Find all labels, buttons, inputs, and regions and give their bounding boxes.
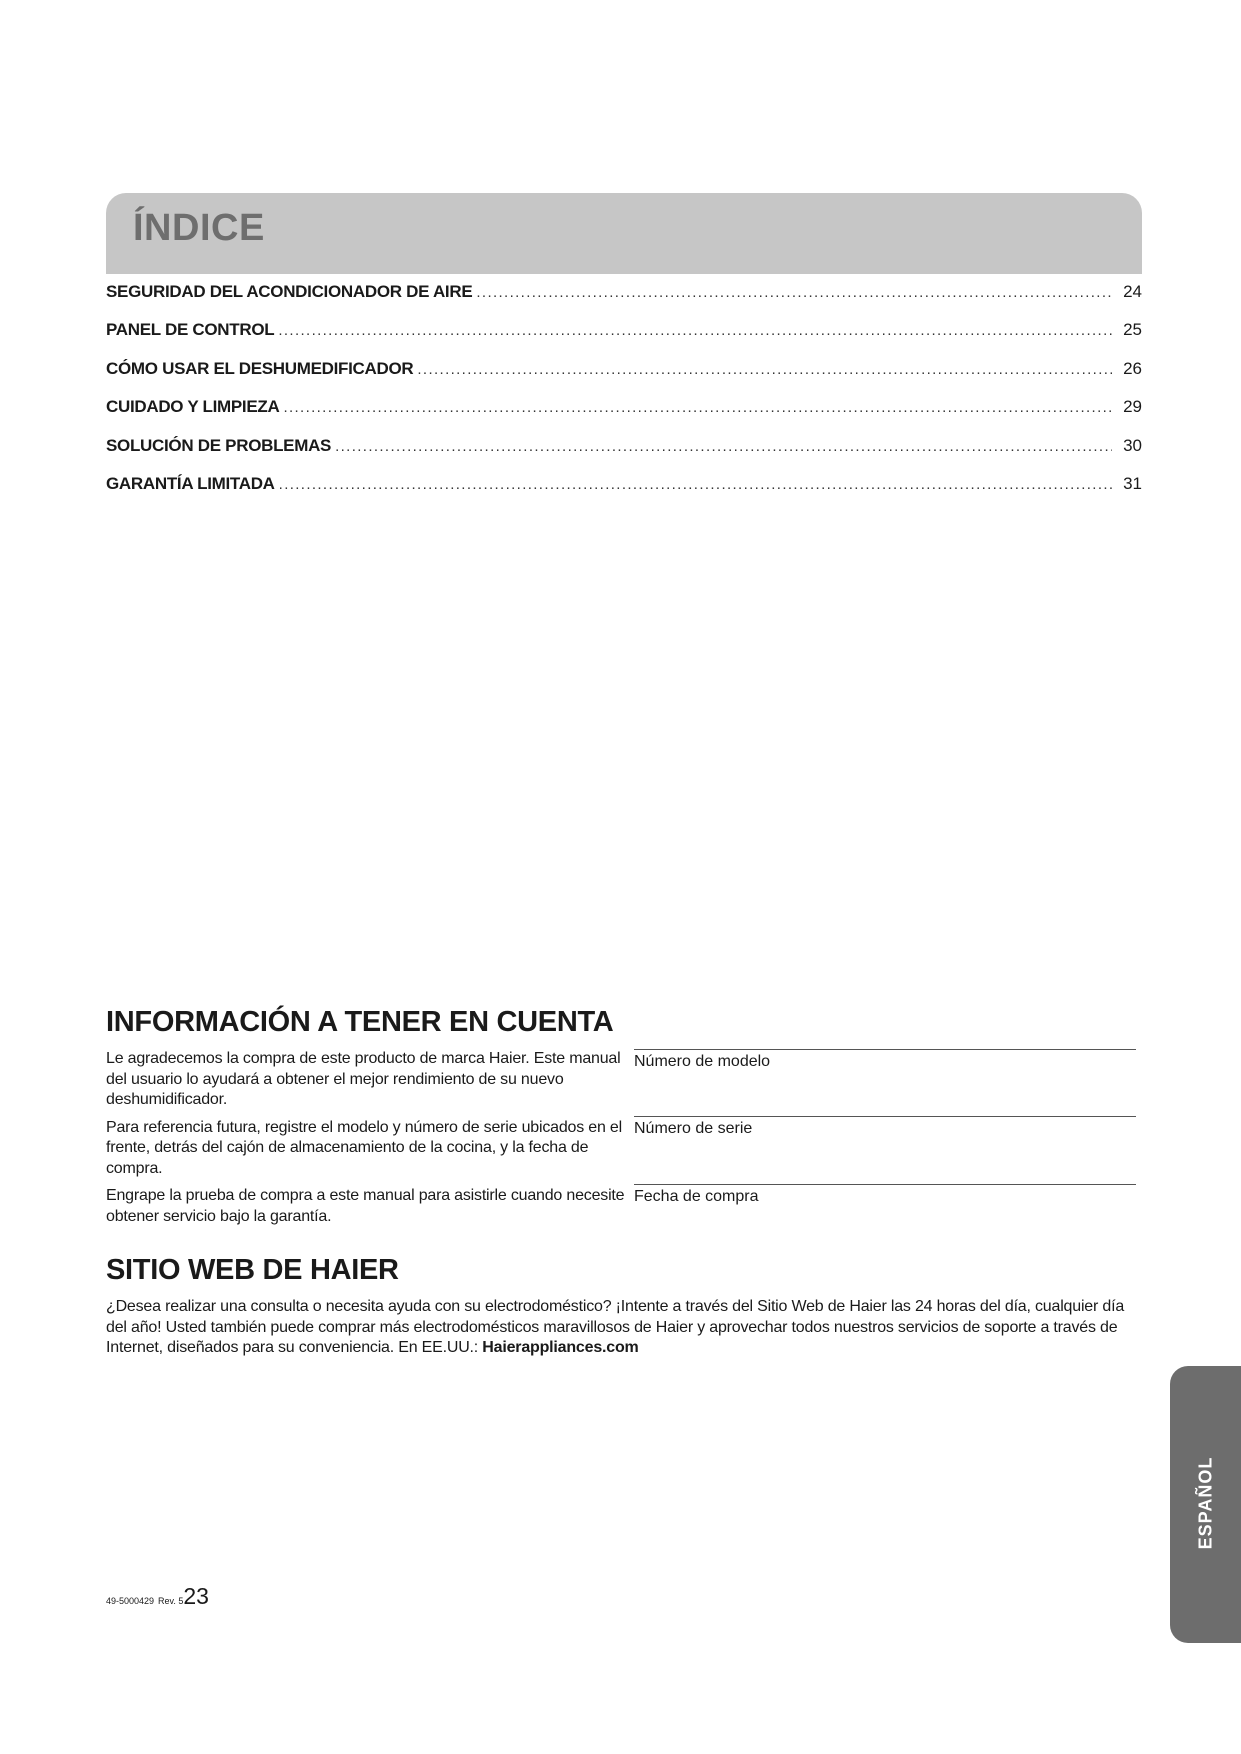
toc-entry-label: GARANTÍA LIMITADA bbox=[106, 473, 275, 493]
info-paragraph: Engrape la prueba de compra a este manual para asistirle cuando necesite obtener servicio bajo la garantía. bbox=[106, 1187, 625, 1225]
table-of-contents bbox=[106, 282, 1142, 512]
toc-leader-dots bbox=[278, 322, 1112, 339]
toc-entry-page: 24 bbox=[1123, 282, 1142, 301]
page-number: 23 bbox=[183, 1583, 209, 1609]
serial-number-field[interactable] bbox=[634, 1116, 1136, 1138]
index-title: ÍNDICE bbox=[133, 207, 265, 249]
toc-leader-dots bbox=[283, 399, 1112, 416]
revision-label: Rev. 5 bbox=[158, 1596, 184, 1606]
toc-entry-label: PANEL DE CONTROL bbox=[106, 320, 275, 340]
document-number: 49-5000429 bbox=[106, 1596, 155, 1606]
toc-leader-dots bbox=[279, 476, 1112, 493]
toc-entry-troubleshooting[interactable] bbox=[106, 436, 1142, 474]
toc-leader-dots bbox=[476, 284, 1112, 301]
index-banner bbox=[106, 193, 1142, 274]
purchase-date-field[interactable] bbox=[634, 1184, 1136, 1206]
language-tab[interactable] bbox=[1170, 1366, 1241, 1643]
info-paragraph: Para referencia futura, registre el modelo y número de serie ubicados en el frente, detrás del cajón de almacenamiento de la cocina, y la fecha de compra. bbox=[106, 1118, 622, 1177]
website-text: ¿Desea realizar una consulta o necesita ayuda con su electrodoméstico? ¡Intente a través del Sitio Web de Haier las 24 horas del día, cualquier día del año! Usted también puede comprar más electrodomésticos maravillosos de Haier y aprovechar todos nuestros servicios de soporte a través de Internet, diseñados para su conveniencia. En EE.UU.: bbox=[106, 1298, 1125, 1356]
info-section-body bbox=[106, 1049, 626, 1234]
info-paragraph: Le agradecemos la compra de este producto de marca Haier. Este manual del usuario lo ayudará a obtener el mejor rendimiento de su nuevo deshumidificador. bbox=[106, 1050, 621, 1108]
website-link[interactable]: Haierappliances.com bbox=[482, 1339, 639, 1356]
website-section-title: SITIO WEB DE HAIER bbox=[106, 1254, 399, 1286]
toc-entry-warranty[interactable] bbox=[106, 474, 1142, 512]
toc-leader-dots bbox=[335, 438, 1112, 455]
toc-entry-usage[interactable] bbox=[106, 359, 1142, 397]
toc-entry-control-panel[interactable] bbox=[106, 320, 1142, 358]
toc-entry-label: CUIDADO Y LIMPIEZA bbox=[106, 397, 280, 417]
website-section-text bbox=[106, 1297, 1146, 1359]
serial-number-label: Número de serie bbox=[634, 1120, 753, 1137]
toc-entry-label: SEGURIDAD DEL ACONDICIONADOR DE AIRE bbox=[106, 282, 473, 301]
language-tab-label: ESPAÑOL bbox=[1195, 1456, 1215, 1550]
model-number-label: Número de modelo bbox=[634, 1053, 771, 1070]
toc-entry-page: 25 bbox=[1123, 320, 1142, 340]
toc-entry-care[interactable] bbox=[106, 397, 1142, 435]
toc-entry-page: 31 bbox=[1123, 473, 1142, 493]
toc-entry-page: 30 bbox=[1123, 435, 1142, 455]
toc-entry-safety[interactable] bbox=[106, 282, 1142, 320]
toc-entry-page: 29 bbox=[1123, 397, 1142, 417]
toc-entry-label: SOLUCIÓN DE PROBLEMAS bbox=[106, 435, 332, 455]
info-section-title: INFORMACIÓN A TENER EN CUENTA bbox=[106, 1006, 614, 1038]
toc-entry-page: 26 bbox=[1123, 358, 1142, 378]
model-number-field[interactable] bbox=[634, 1049, 1136, 1071]
purchase-date-label: Fecha de compra bbox=[634, 1188, 759, 1205]
page-footer bbox=[106, 1583, 209, 1610]
toc-entry-label: CÓMO USAR EL DESHUMEDIFICADOR bbox=[106, 358, 414, 378]
toc-leader-dots bbox=[417, 361, 1112, 378]
